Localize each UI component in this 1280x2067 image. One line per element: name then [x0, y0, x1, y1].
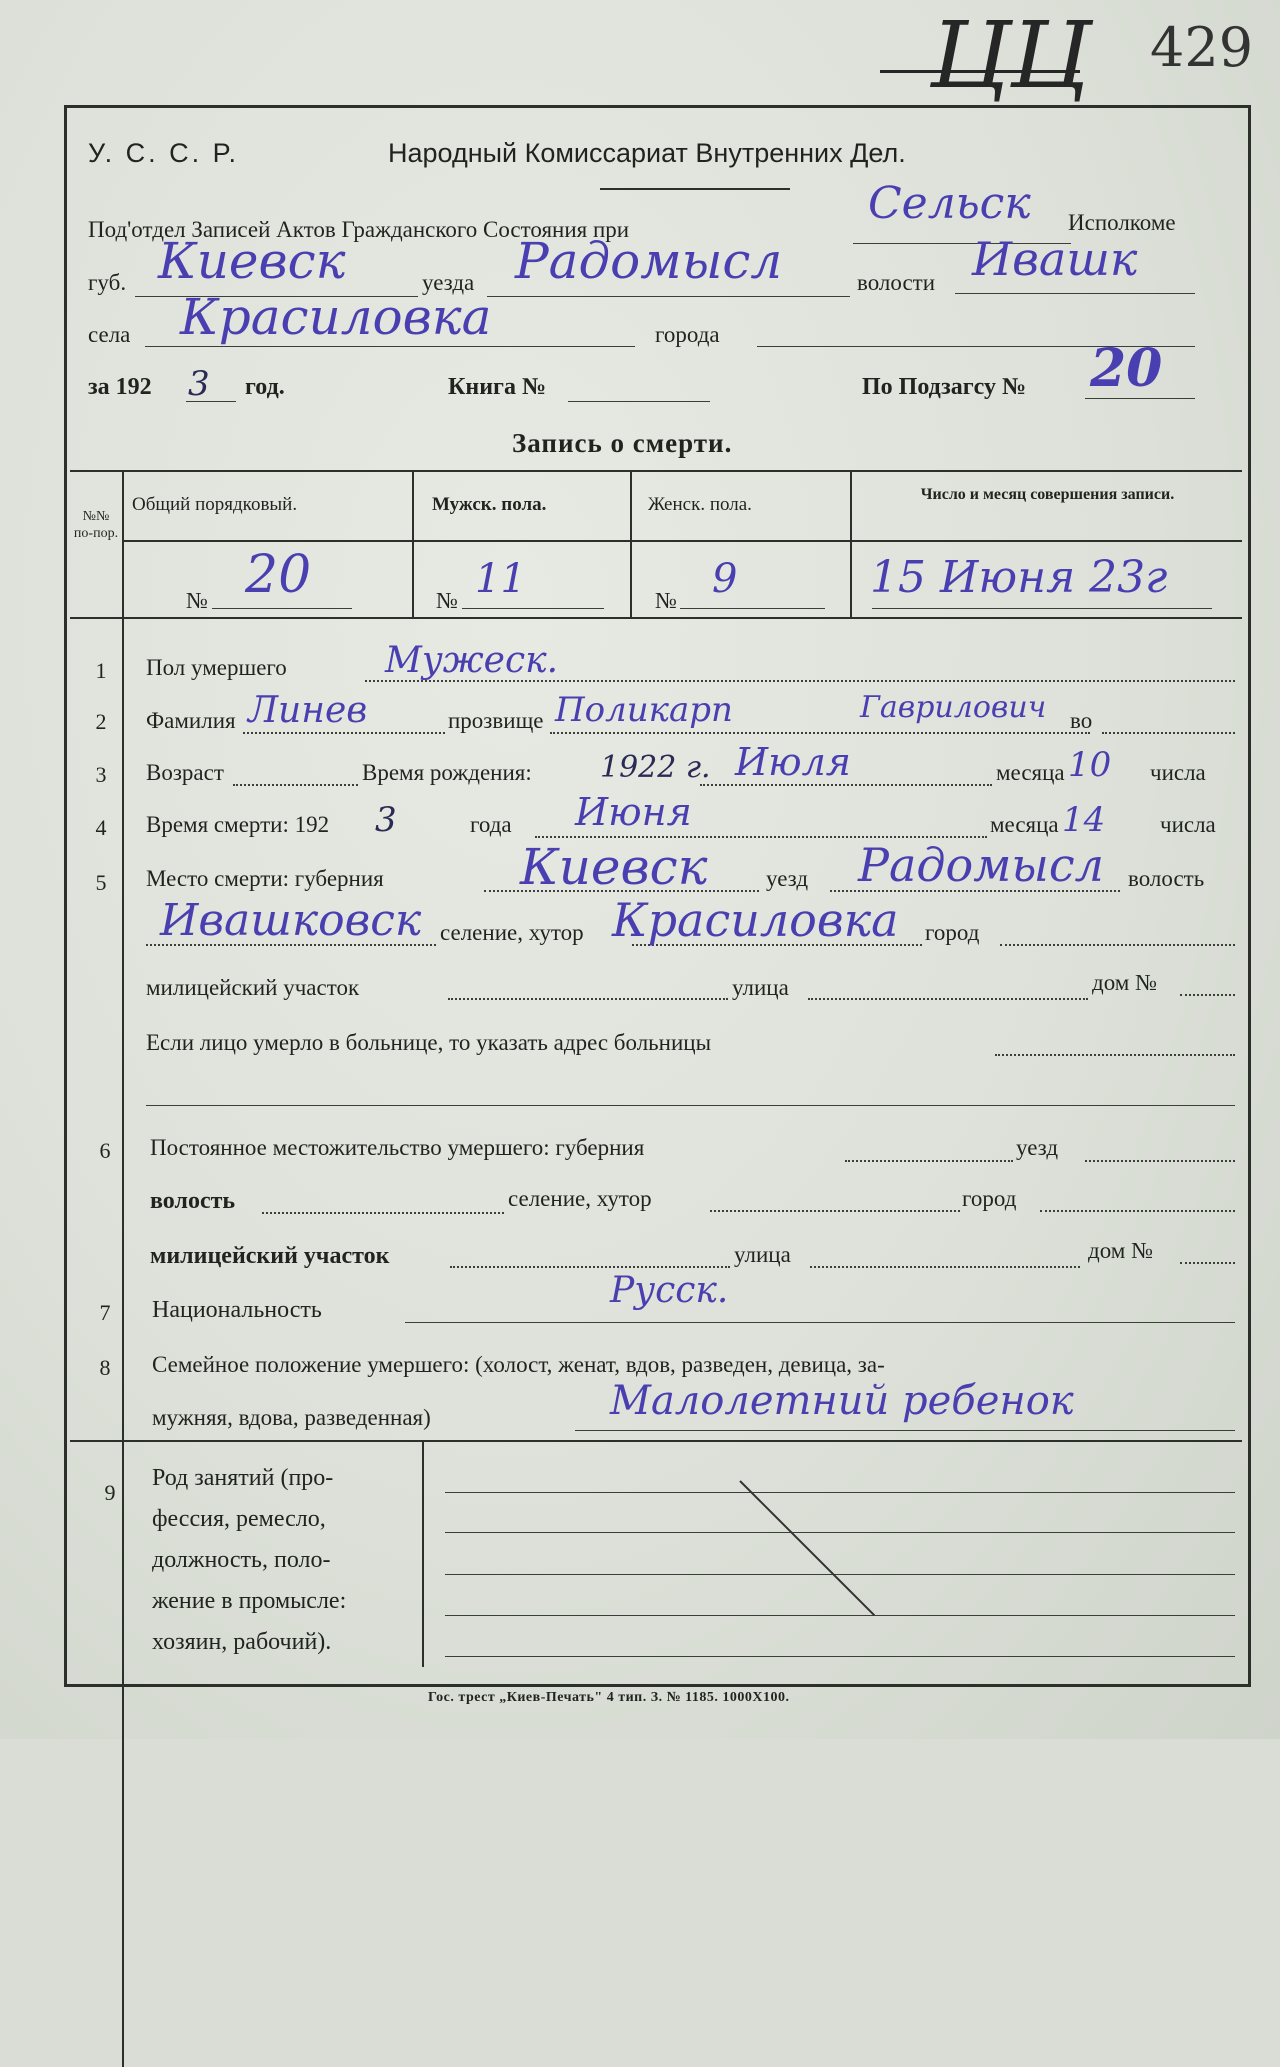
- occupation-blank-4: [445, 1615, 1235, 1616]
- res-city-label: город: [962, 1186, 1017, 1211]
- nationality-label: Национальность: [152, 1297, 322, 1323]
- numbering-column-line: [122, 617, 124, 2067]
- sex-label: Пол умершего: [146, 655, 287, 680]
- female-number-line: [680, 608, 825, 609]
- nationality-line: [405, 1322, 1235, 1323]
- hospital-line-1: [995, 1054, 1235, 1056]
- row-number-2: 2: [95, 709, 107, 734]
- nickname-line: [550, 732, 1090, 734]
- city-label: город: [925, 920, 980, 945]
- occupation-line-5: хозяин, рабочий).: [152, 1629, 332, 1655]
- birth-year-value: 1922 г.: [600, 750, 711, 785]
- table-col-2: [412, 470, 414, 617]
- house-label: дом №: [1092, 970, 1158, 995]
- row-number-3: 3: [95, 762, 107, 787]
- nickname-label: прозвище: [448, 708, 544, 733]
- selo-value: Красиловка: [180, 288, 492, 346]
- birth-day-value: 10: [1068, 745, 1112, 785]
- residence-uezd-line: [1085, 1160, 1235, 1162]
- occupation-blank-1: [445, 1492, 1235, 1493]
- book-label: Книга №: [448, 374, 547, 400]
- header-date: Число и месяц совершения записи.: [920, 486, 1175, 503]
- res-volost-label: волость: [150, 1188, 236, 1214]
- general-number-sign: №: [186, 588, 208, 613]
- place-volost-label: волость: [1128, 866, 1205, 891]
- gorod-label: города: [655, 322, 720, 347]
- female-number-value: 9: [712, 556, 738, 602]
- death-label: Время смерти: 192: [146, 812, 330, 837]
- place-uezd-label: уезд: [766, 866, 809, 891]
- surname-line: [243, 732, 445, 734]
- birth-label: Время рождения:: [362, 760, 532, 785]
- table-top-line: [70, 470, 1242, 472]
- female-number-sign: №: [655, 588, 677, 613]
- village-label: селение, хутор: [440, 920, 584, 945]
- occupation-blank-3: [445, 1574, 1235, 1575]
- header-underline: [600, 188, 790, 190]
- street-label: улица: [732, 975, 789, 1000]
- residence-uezd-label: уезд: [1016, 1135, 1059, 1160]
- death-day-value: 14: [1062, 800, 1106, 840]
- res-street-line: [810, 1266, 1080, 1268]
- table-nn-label: №№ по-пор.: [73, 509, 119, 541]
- table-col-1: [122, 470, 124, 617]
- occupation-blank-2: [445, 1532, 1235, 1533]
- res-house-label: дом №: [1088, 1238, 1154, 1263]
- patronymic-suffix: во: [1070, 708, 1093, 733]
- res-police-line: [450, 1266, 730, 1268]
- police-label: милицейский участок: [146, 975, 360, 1000]
- age-label: Возраст: [146, 760, 224, 785]
- row-number-7: 7: [99, 1300, 111, 1325]
- birth-line: [700, 784, 992, 786]
- row-number-4: 4: [95, 815, 107, 840]
- marital-line: [575, 1430, 1235, 1431]
- row-number-5: 5: [95, 870, 107, 895]
- surname-line-end: [1102, 732, 1235, 734]
- birth-month-value: Июля: [735, 740, 851, 784]
- res-house-line: [1180, 1262, 1235, 1264]
- sex-value: Мужеск.: [385, 640, 559, 681]
- volost-label: волости: [857, 270, 936, 295]
- header-male: Мужск. пола.: [432, 494, 547, 515]
- hospital-label: Если лицо умерло в больнице, то указать адрес больницы: [146, 1030, 712, 1055]
- residence-gub-line: [845, 1160, 1013, 1162]
- row-number-9: 9: [104, 1480, 116, 1505]
- page-number: 429: [1150, 16, 1254, 79]
- volost-line: [955, 293, 1195, 294]
- marital-value: Малолетний ребенок: [610, 1378, 1074, 1424]
- age-line: [233, 784, 358, 786]
- village-value: Красиловка: [612, 893, 899, 947]
- place-volost-value: Ивашковск: [160, 895, 422, 946]
- birth-month-label: месяца: [996, 760, 1065, 785]
- occupation-divider: [422, 1440, 424, 1667]
- ministry-title: Народный Комиссариат Внутренних Дел.: [388, 138, 906, 168]
- book-line: [568, 401, 710, 402]
- marital-label-1: Семейное положение умершего: (холост, женат, вдов, разведен, девица, за-: [152, 1352, 885, 1377]
- nationality-value: Русск.: [610, 1270, 729, 1311]
- city-line: [1000, 944, 1235, 946]
- male-number-sign: №: [436, 588, 458, 613]
- uezd-label: уезда: [422, 270, 475, 295]
- archive-mark-strike: [880, 70, 1080, 73]
- table-header-bottom: [122, 540, 1242, 542]
- table-col-4: [850, 470, 852, 617]
- nickname-value: Поликарп: [555, 690, 733, 730]
- residence-label: Постоянное местожительство умершего: губерния: [150, 1135, 645, 1160]
- record-title: Запись о смерти.: [512, 428, 733, 458]
- volost-value: Ивашк: [972, 232, 1138, 286]
- surname-label: Фамилия: [146, 708, 236, 733]
- office-council-value: Сельск: [868, 178, 1031, 229]
- subrecord-value: 20: [1090, 338, 1163, 399]
- header-female: Женск. пола.: [648, 494, 752, 515]
- office-prefix: Под'отдел Записей Актов Гражданского Состояния при: [88, 217, 630, 242]
- house-line: [1180, 994, 1235, 996]
- record-date-value: 15 Июня 23г: [870, 552, 1168, 603]
- res-city-line: [1040, 1210, 1235, 1212]
- selo-line: [145, 346, 635, 347]
- death-month-label: месяца: [990, 812, 1059, 837]
- death-year-value: 3: [375, 800, 397, 840]
- general-number-line: [212, 608, 352, 609]
- subrecord-label: По Подзагсу №: [862, 374, 1027, 400]
- occupation-line-2: фессия, ремесло,: [152, 1506, 326, 1532]
- printer-footer: Гос. трест „Киев-Печать" 4 тип. З. № 1185. 1000Х100.: [428, 1690, 790, 1705]
- male-number-value: 11: [475, 556, 526, 602]
- occupation-blank-5: [445, 1656, 1235, 1657]
- guberniya-label: губ.: [88, 270, 127, 295]
- selo-label: села: [88, 322, 131, 347]
- section-divider: [70, 1440, 1242, 1442]
- male-number-line: [462, 608, 604, 609]
- office-suffix: Исполкоме: [1068, 210, 1176, 235]
- uezd-value: Радомысл: [515, 232, 783, 290]
- record-date-line: [872, 608, 1212, 609]
- street-line: [808, 998, 1088, 1000]
- death-day-label: числа: [1160, 812, 1216, 837]
- res-street-label: улица: [734, 1242, 791, 1267]
- death-year-label: года: [470, 812, 512, 837]
- table-bottom-line: [70, 617, 1242, 619]
- republic-label: У. С. С. Р.: [88, 138, 239, 168]
- archive-mark: ЦЦ: [930, 2, 1091, 109]
- death-month-value: Июня: [575, 790, 692, 834]
- guberniya-value: Киевск: [158, 232, 346, 290]
- row-number-8: 8: [99, 1355, 111, 1380]
- uezd-line: [487, 296, 850, 297]
- place-uezd-value: Радомысл: [858, 838, 1104, 892]
- table-col-3: [630, 470, 632, 617]
- row-number-1: 1: [95, 658, 107, 683]
- god-label: год.: [245, 374, 285, 400]
- general-number-value: 20: [245, 545, 312, 605]
- occupation-line-4: жение в промысле:: [152, 1588, 347, 1614]
- year-value: 3: [188, 364, 210, 404]
- res-volost-line: [262, 1212, 504, 1214]
- marital-label-2: мужняя, вдова, разведенная): [152, 1405, 431, 1430]
- res-village-line: [710, 1210, 960, 1212]
- patronymic-value: Гаврилович: [860, 690, 1047, 725]
- row-number-6: 6: [99, 1138, 111, 1163]
- header-general: Общий порядковый.: [132, 494, 298, 515]
- surname-value: Линев: [248, 690, 368, 731]
- occupation-line-1: Род занятий (про-: [152, 1465, 334, 1491]
- res-police-label: милицейский участок: [150, 1243, 390, 1269]
- occupation-line-3: должность, поло-: [152, 1547, 331, 1573]
- police-line: [448, 998, 728, 1000]
- place-gub-value: Киевск: [520, 838, 708, 896]
- year-label: за 192: [88, 374, 152, 400]
- birth-day-label: числа: [1150, 760, 1206, 785]
- res-village-label: селение, хутор: [508, 1186, 652, 1211]
- place-label: Место смерти: губерния: [146, 866, 384, 891]
- hospital-line-2: [146, 1105, 1235, 1106]
